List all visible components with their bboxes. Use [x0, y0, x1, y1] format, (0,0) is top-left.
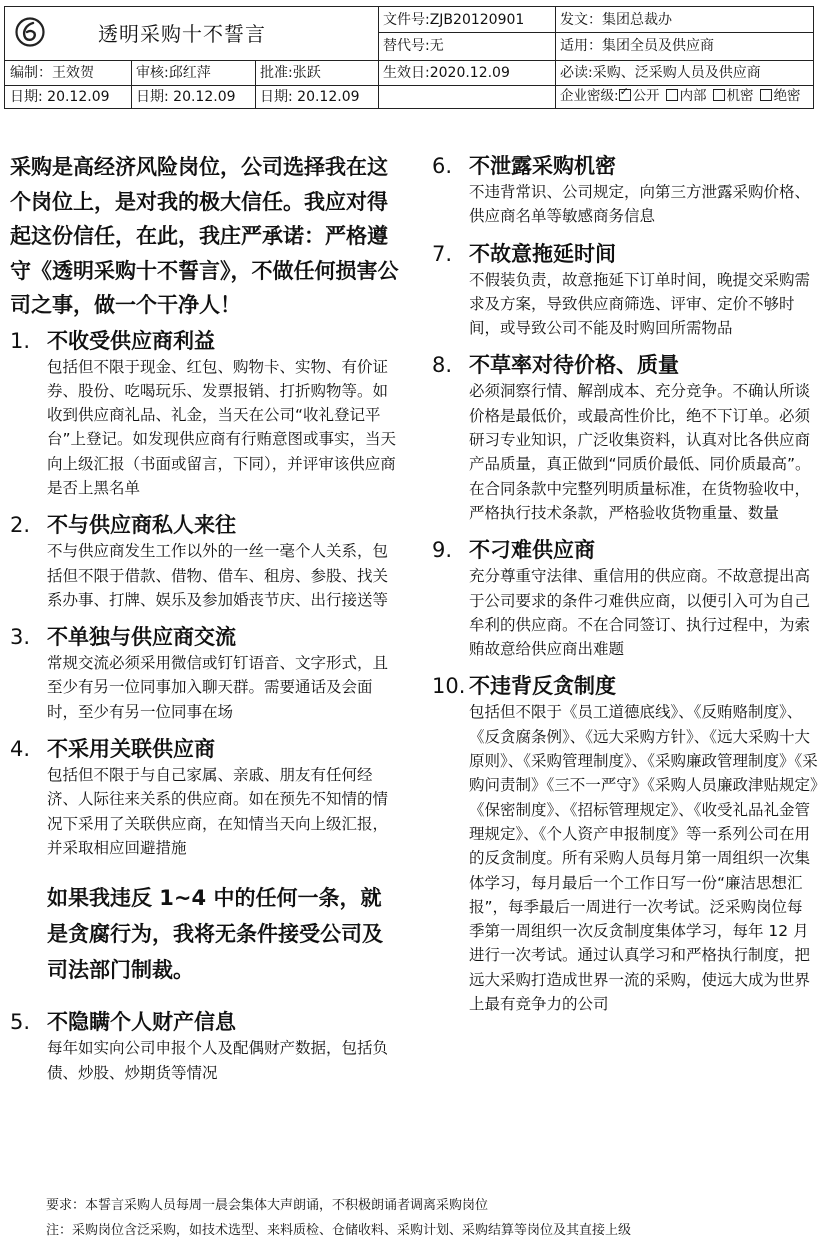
item-title: 不草率对待价格、质量	[469, 353, 679, 378]
pledge-item-5	[10, 1006, 402, 1085]
right-column	[432, 150, 818, 1016]
security-option-public[interactable]: ✓ 公开	[619, 89, 660, 104]
pledge-item-3	[10, 621, 402, 724]
empty-cell	[378, 85, 555, 108]
item-text: 不假装负责，故意拖延下订单时间，晚提交采购需求及方案，导致供应商筛选、评审、定价不够时间，或导致公司不能及时购回所需物品	[469, 270, 811, 338]
item-number: 4.	[10, 737, 31, 762]
author-date: 日期: 20.12.09	[10, 88, 110, 105]
item-text: 包括但不限于与自己家属、亲戚、朋友有任何经济、人际往来关系的供应商。如在预先不知情的情况下采用了关联供应商，在知情当天向上级汇报，并采取相应回避措施	[47, 766, 389, 857]
item-text: 不违背常识、公司规定，向第三方泄露采购价格、供应商名单等敏感商务信息	[469, 183, 811, 226]
document-header-table	[4, 6, 814, 109]
author: 编制：王效贺	[10, 64, 94, 81]
item-text: 包括但不限于现金、红包、购物卡、实物、有价证券、股份、吃喝玩乐、发票报销、打折购物等。如收到供应商礼品、礼金，当天在公司“收礼登记平台”上登记。如发现供应商有行贿意图或事实，当天向上级汇报（书面或留言，下同），并评审该供应商是否上黑名单	[47, 357, 397, 497]
pledge-item-4	[10, 733, 402, 860]
item-number: 2.	[10, 513, 31, 538]
replaces-number: 替代号:无	[383, 38, 444, 54]
item-title: 不故意拖延时间	[469, 241, 616, 266]
item-number: 3.	[10, 625, 31, 650]
item-text: 常规交流必须采用微信或钉钉语音、文字形式，且至少有另一位同事加入聊天群。需要通话及会面时，至少有另一位同事在场	[47, 654, 389, 721]
item-text: 必须洞察行情、解剖成本、充分竞争。不确认所谈价格是最低价，或最高性价比，绝不下订单。必须研习专业知识，广泛收集资料，认真对比各供应商产品质量，真正做到“同质价最低、同价质最高”。在合同条款中完整列明质量标准，在货物验收中，严格执行技术条款，严格验收货物重量、数量	[469, 382, 811, 522]
item-title: 不隐瞒个人财产信息	[47, 1010, 236, 1035]
item-text: 每年如实向公司申报个人及配偶财产数据，包括负债、炒股、炒期货等情况	[47, 1039, 389, 1082]
pledge-item-8	[432, 349, 818, 525]
pledge-item-6	[432, 150, 818, 229]
document-title: 透明采购十不誓言	[98, 21, 266, 46]
item-title: 不单独与供应商交流	[47, 625, 236, 650]
item-text: 充分尊重守法律、重信用的供应商。不故意提出高于公司要求的条件刁难供应商，以便引入可为自己牟利的供应商。不在合同签订、执行过程中，为索贿故意给供应商出难题	[469, 567, 811, 659]
item-title: 不泄露采购机密	[469, 154, 616, 178]
security-level-label: 企业密级:	[560, 87, 619, 104]
security-option-confidential[interactable]: 机密	[713, 89, 754, 104]
footer-note: 注：采购岗位含泛采购，如技术选型、来料质检、仓储收料、采购计划、采购结算等岗位及其直接上级	[46, 1223, 632, 1238]
item-number: 6.	[432, 154, 453, 178]
security-option-internal[interactable]: 内部	[666, 89, 707, 104]
item-number: 10.	[432, 674, 466, 699]
item-title: 不违背反贪制度	[469, 674, 616, 699]
item-title: 不与供应商私人来往	[47, 513, 236, 538]
footer-requirement: 要求：本誓言采购人员每周一晨会集体大声朗诵，不积极朗诵者调离采购岗位	[46, 1198, 489, 1213]
pledge-item-1	[10, 325, 402, 501]
item-number: 5.	[10, 1010, 31, 1035]
security-level	[555, 85, 813, 108]
pledge-item-7	[432, 238, 818, 341]
item-number: 1.	[10, 328, 31, 353]
checkbox-icon	[666, 89, 678, 101]
item-title: 不采用关联供应商	[47, 737, 215, 762]
item-number: 9.	[432, 538, 453, 563]
effective-date: 生效日:2020.12.09	[383, 64, 510, 81]
item-text: 不与供应商发生工作以外的一丝一毫个人关系，包括但不限于借款、借物、借车、租房、参股、找关系办事、打牌、娱乐及参加婚丧节庆、出行接送等	[47, 542, 389, 609]
doc-number: 文件号:ZJB20120901	[383, 11, 525, 28]
approver-date: 日期: 20.12.09	[260, 88, 360, 105]
reviewer: 审核:邱红萍	[136, 64, 211, 81]
item-number: 8.	[432, 353, 453, 378]
pledge-item-9	[432, 534, 818, 661]
left-column	[10, 150, 402, 1085]
checkbox-icon	[713, 89, 725, 101]
checkbox-icon	[760, 89, 772, 101]
item-number: 7.	[432, 241, 453, 266]
pledge-item-10	[432, 670, 818, 1016]
violation-warning: 如果我违反 1~4 中的任何一条，就是贪腐行为，我将无条件接受公司及司法部门制裁。	[47, 886, 383, 983]
pledge-intro: 采购是高经济风险岗位，公司选择我在这个岗位上，是对我的极大信任。我应对得起这份信任，在此，我庄严承诺：严格遵守《透明采购十不誓言》，不做任何损害公司之事，做一个干净人！	[10, 155, 399, 317]
item-title: 不收受供应商利益	[47, 328, 215, 353]
reviewer-date: 日期: 20.12.09	[136, 88, 236, 105]
pledge-item-2	[10, 509, 402, 612]
item-title: 不刁难供应商	[469, 538, 595, 563]
item-text: 包括但不限于《员工道德底线》、《反贿赂制度》、《反贪腐条例》、《远大采购方针》、《远大采购十大原则》、《采购管理制度》、《采购廉政管理制度》《采购问责制》《三不一严守》《采购人员廉政津贴规定》《保密制度》、《招标管理规定》、《收受礼品礼金管理规定》、《个人资产申报制度》等一系列公司在用的反贪制度。所有采购人员每月第一周组织一次集体学习，每月最后一个工作日写一份“廉洁思想汇报”，每季最后一周进行一次考试。泛采购岗位每季第一周组织一次反贪制度集体学习，每年 12 月进行一次考试。通过认真学习和严格执行制度，把远大采购打造成世界一流的采购，使远大成为世界上最有竞争力的公司	[469, 703, 818, 1014]
security-option-secret[interactable]: 绝密	[760, 89, 801, 104]
issued-by: 发文：集团总裁办	[560, 11, 672, 28]
company-logo-icon	[13, 15, 47, 49]
required-readers: 必读:采购、泛采购人员及供应商	[560, 64, 761, 81]
applies-to: 适用：集团全员及供应商	[560, 38, 714, 54]
approver: 批准:张跃	[260, 64, 321, 81]
checked-box-icon	[619, 89, 631, 101]
